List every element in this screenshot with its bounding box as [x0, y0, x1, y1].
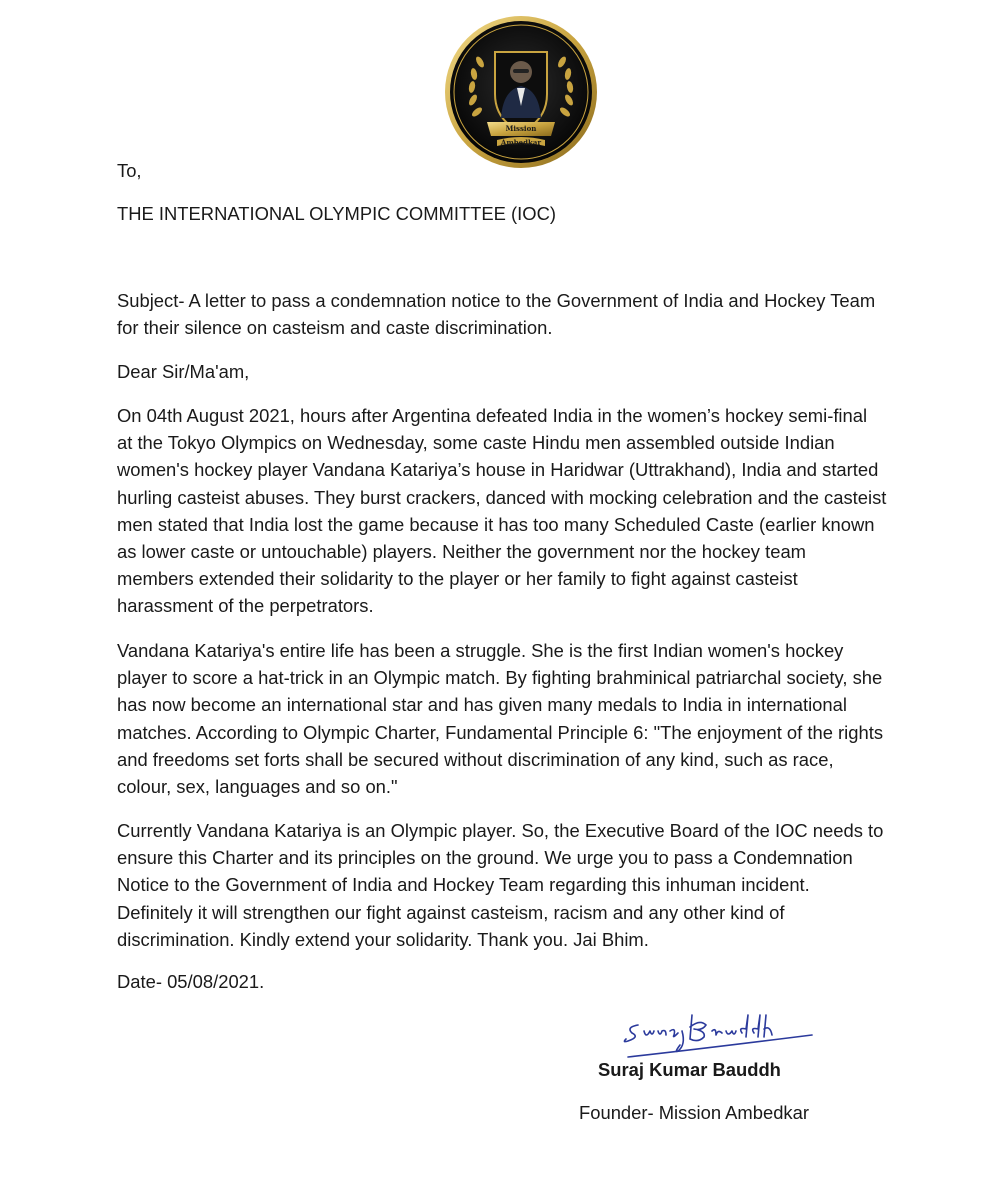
salutation-to: To,: [117, 160, 142, 181]
logo-banner-text: Mission Ambedkar: [500, 124, 542, 147]
greeting: Dear Sir/Ma'am,: [117, 361, 250, 382]
body-paragraph-1: On 04th August 2021, hours after Argentina defeated India in the women’s hockey semi-final at the Tokyo Olympics on Wednesday, some caste Hindu men assembled outside Indian women's hockey player Vandana Katariya’s house in Haridwar (Uttrakhand), India and started hurling casteist abuses. They burst crackers, danced with mocking celebration and the casteist men stated that India lost the game because it has too many Scheduled Caste (earlier known as lower caste or untouchable) players. Neither the government nor the hockey team members extended their solidarity to the player or her family to fight against casteist harassment of the perpetrators.: [117, 405, 887, 617]
mission-ambedkar-logo: [443, 14, 599, 170]
body-paragraph-3: Currently Vandana Katariya is an Olympic player. So, the Executive Board of the IOC needs to ensure this Charter and its principles on the ground. We urge you to pass a Condemnation Notice to the Government of India and Hockey Team regarding this inhuman incident. Definitely it will strengthen our fight against casteism, racism and any other kind of discrimination. Kindly extend your solidarity. Thank you. Jai Bhim.: [117, 820, 884, 950]
subject-line: Subject- A letter to pass a condemnation notice to the Government of India and Hockey Team for their silence on casteism and caste discrimination.: [117, 290, 876, 339]
body-paragraph-2: Vandana Katariya's entire life has been a struggle. She is the first Indian women's hockey player to score a hat-trick in an Olympic match. By fighting brahminical patriarchal society, she has now become an international star and has given many medals to India in international matches. According to Olympic Charter, Fundamental Principle 6: "The enjoyment of the rights and freedoms set forts shall be secured without discrimination of any kind, such as race, colour, sex, languages and so on.": [117, 640, 884, 798]
handwritten-signature: [620, 1005, 820, 1061]
signatory-name: Suraj Kumar Bauddh: [598, 1059, 781, 1080]
signatory-title: Founder- Mission Ambedkar: [579, 1102, 809, 1123]
letter-date: Date- 05/08/2021.: [117, 971, 265, 992]
signature-icon: [620, 1005, 820, 1061]
recipient: THE INTERNATIONAL OLYMPIC COMMITTEE (IOC): [117, 203, 557, 224]
